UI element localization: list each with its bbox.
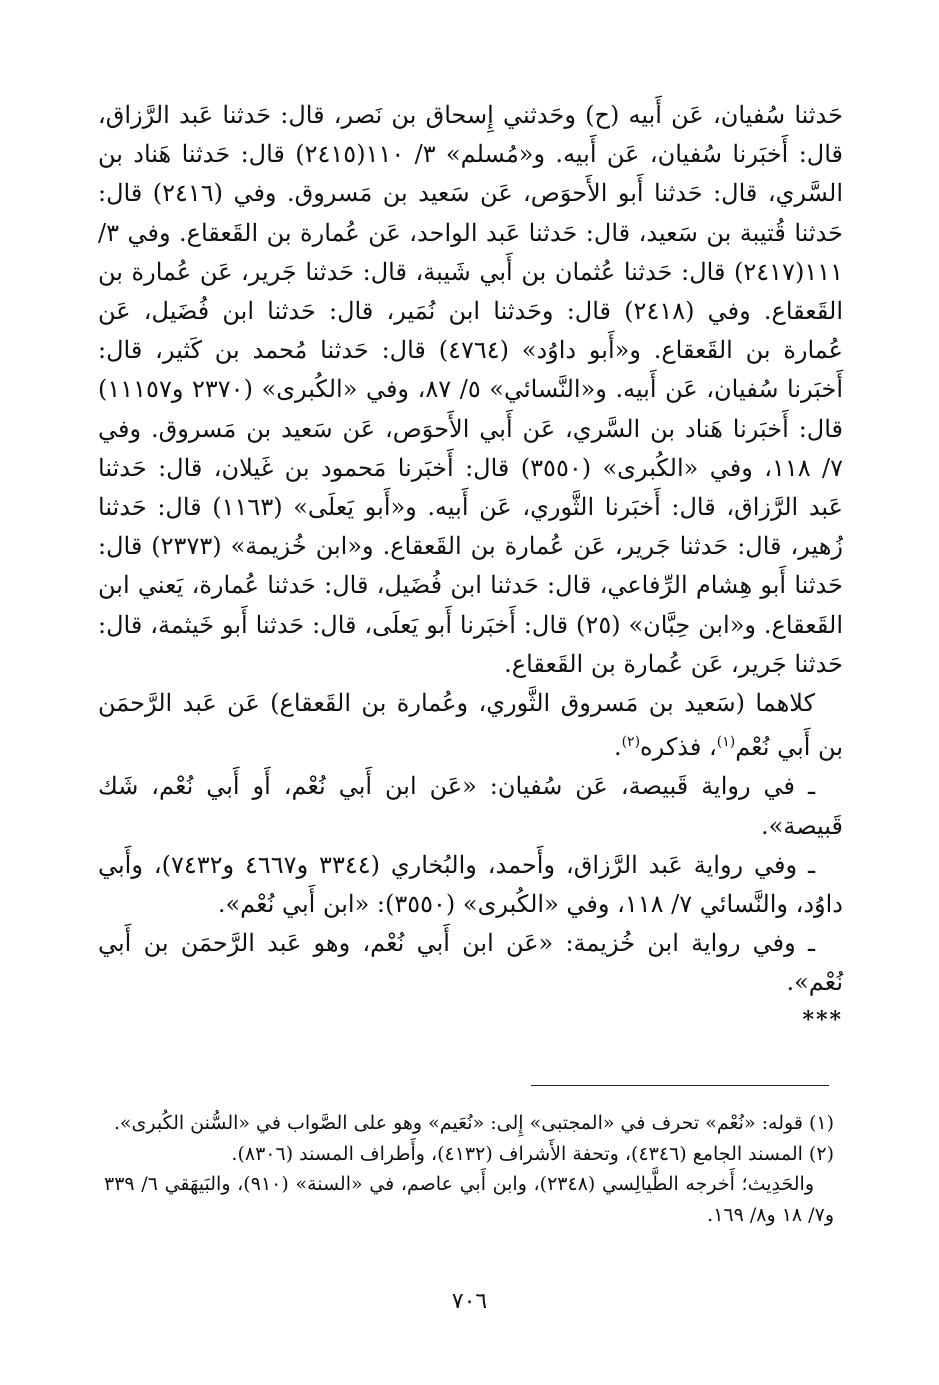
variant-abdulrazzaq: ـ وفي رواية عَبد الرَّزاق، وأَحمد، والبُخاري (٣٣٤٤ و٤٦٦٧ و٧٤٣٢)، وأَبي داوُد، والنَّسائي ٧/ ١١٨، وفي «الكُبرى» (٣٥٥٠): «ابن أَبي نُعْم». [98, 850, 843, 919]
footnote-ref-1[interactable]: (١) [716, 734, 736, 751]
variant-ibn-khuzayma: ـ وفي رواية ابن خُزيمة: «عَن ابن أَبي نُعْم، وهو عَبد الرَّحمَن بن أَبي نُعْم». [98, 929, 843, 997]
footnote-divider [531, 1085, 829, 1086]
page-number: ٧٠٦ [451, 1289, 488, 1314]
chain-summary-paragraph [98, 684, 843, 767]
variant-qabisa: ـ في رواية قَبيصة، عَن سُفيان: «عَن ابن أَبي نُعْم، أَو أَبي نُعْم، شَك قَبيصة». [98, 772, 843, 840]
chain-summary-mid: ، فذكره [640, 733, 717, 762]
footnote-2: (٢) المسند الجامع (٤٣٤٦)، وتحفة الأَشراف (٤١٣٢)، وأَطراف المسند (٨٣٠٦). [231, 1142, 834, 1165]
footnote-1: (١) قوله: «نُعْم» تحرف في «المجتبى» إِلى: «نُعَيم» وهو على الصَّواب في «السُّنن الكُبرى». [113, 1112, 834, 1134]
footnotes-block [104, 1108, 834, 1230]
hadith-sources-paragraph: حَدثنا سُفيان، عَن أَبيه (ح) وحَدثني إِسحاق بن نَصر، قال: حَدثنا عَبد الرَّزاق، قال: أَخبَرنا سُفيان، عَن أَبيه. و«مُسلم» ٣/ ١١٠(٢٤١٥) قال: حَدثنا هَناد بن السَّري، قال: حَدثنا أَبو الأَحوَص، عَن سَعيد بن مَسروق. وفي (٢٤١٦) قال: حَدثنا قُتيبة بن سَعيد، قال: حَدثنا عَبد الواحد، عَن عُمارة بن القَعقاع. وفي ٣/ ١١١(٢٤١٧) قال: حَدثنا عُثمان بن أَبي شَيبة، قال: حَدثنا جَرير، عَن عُمارة بن القَعقاع. وفي (٢٤١٨) قال: وحَدثنا ابن نُمَير، قال: حَدثنا ابن فُضَيل، عَن عُمارة بن القَعقاع. و«أَبو داوُد» (٤٧٦٤) قال: حَدثنا مُحمد بن كَثير، قال: أَخبَرنا سُفيان، عَن أَبيه. و«النَّسائي» ٥/ ٨٧، وفي «الكُبرى» (٢٣٧٠ و١١١٥٧) قال: أَخبَرنا هَناد بن السَّري، عَن أَبي الأَحوَص، عَن سَعيد بن مَسروق. وفي ٧/ ١١٨، وفي «الكُبرى» (٣٥٥٠) قال: أَخبَرنا مَحمود بن غَيلان، قال: حَدثنا عَبد الرَّزاق، قال: أَخبَرنا الثَّوري، عَن أَبيه. و«أَبو يَعلَى» (١١٦٣) قال: حَدثنا زُهير، قال: حَدثنا جَرير، عَن عُمارة بن القَعقاع. و«ابن خُزيمة» (٢٣٧٣) قال: حَدثنا أَبو هِشام الرِّفاعي، قال: حَدثنا ابن فُضَيل، قال: حَدثنا عُمارة، يَعني ابن القَعقاع. و«ابن حِبَّان» (٢٥) قال: أَخبَرنا أَبو يَعلَى، قال: حَدثنا أَبو خَيثمة، قال: حَدثنا جَرير، عَن عُمارة بن القَعقاع. [98, 101, 844, 678]
footnote-2-continued: والحَدِيث؛ أَخرجه الطَّيالِسي (٢٣٤٨)، وابن أَبي عاصم، في «السنة» (٩١٠)، والبَيهَقي ٦/ ٣٣٩ و٧/ ١٨ و٨/ ١٦٩. [104, 1173, 834, 1226]
main-text-block [98, 96, 843, 1037]
section-separator: *** [802, 1006, 843, 1033]
chain-summary-end: . [613, 733, 622, 762]
footnote-ref-2[interactable]: (٢) [621, 734, 641, 751]
chain-summary-text: كلاهما (سَعيد بن مَسروق الثَّوري، وعُمارة بن القَعقاع) عَن عَبد الرَّحمَن بن أَبي نُعْم [98, 689, 843, 762]
